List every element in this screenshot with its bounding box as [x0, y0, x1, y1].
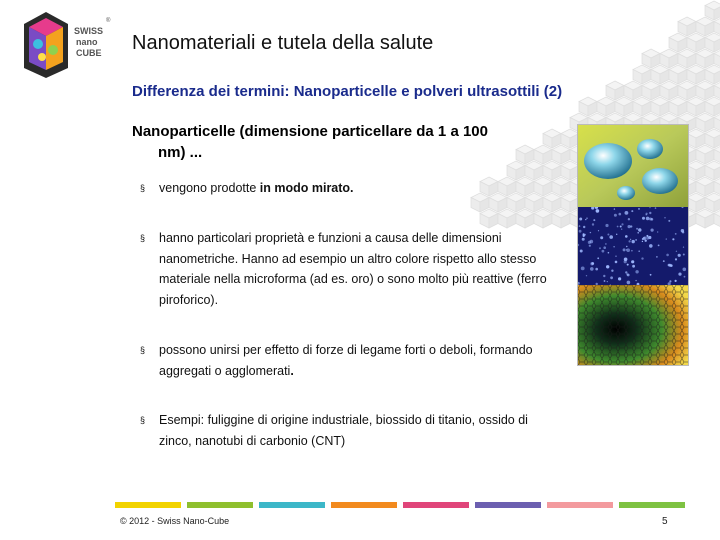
- logo-text-line2: nano: [76, 37, 98, 47]
- lead-line-1: Nanoparticelle (dimensione particellare da 1 a 100: [132, 123, 488, 140]
- bullet-text: hanno particolari proprietà e funzioni a causa delle dimensioni nanometriche. Hanno ad esempio un altro colore rispetto allo stesso materiale nella microforma (ad es. oro) o sono molto più reattive (ferro piroforico).: [159, 231, 547, 307]
- logo-registered-mark: ®: [106, 18, 111, 24]
- nanoparticles-image: [578, 207, 688, 285]
- footer-color-bar: [403, 502, 469, 508]
- footer-color-bar: [619, 502, 685, 508]
- swiss-nano-cube-logo: [20, 10, 112, 80]
- footer-color-bar: [187, 502, 253, 508]
- slide-subtitle: Differenza dei termini: Nanoparticelle e polveri ultrasottili (2): [132, 83, 563, 100]
- footer-color-bar: [259, 502, 325, 508]
- illustration-strip: [577, 124, 689, 366]
- page-number: 5: [662, 516, 668, 527]
- slide-title: Nanomateriali e tutela della salute: [132, 32, 434, 54]
- footer-color-bar: [547, 502, 613, 508]
- bullet-marker: §: [140, 233, 146, 243]
- footer-color-bars: [115, 502, 685, 508]
- bullet-text: Esempi: fuliggine di origine industriale, biossido di titanio, ossido di zinco, nanotubi di carbonio (CNT): [159, 413, 528, 448]
- water-droplets-image: [578, 125, 688, 207]
- bullet-item: [140, 228, 560, 310]
- bullet-item: [140, 178, 560, 199]
- bullet-marker: §: [140, 345, 146, 355]
- bullet-text: vengono prodotte in modo mirato.: [159, 181, 354, 195]
- bullet-item: [140, 410, 560, 451]
- copyright-text: © 2012 - Swiss Nano-Cube: [120, 516, 230, 526]
- footer-color-bar: [331, 502, 397, 508]
- bullet-marker: §: [140, 415, 146, 425]
- footer-color-bar: [475, 502, 541, 508]
- bullet-marker: §: [140, 183, 146, 193]
- logo-text-line3: CUBE: [76, 48, 102, 58]
- bullet-text: possono unirsi per effetto di forze di legame forti o deboli, formando aggregati o agglomerati.: [159, 343, 533, 378]
- lead-paragraph: [132, 121, 572, 163]
- logo-text-line1: SWISS: [74, 26, 104, 36]
- bullet-item: [140, 340, 560, 381]
- lead-line-2: nm) ...: [158, 144, 203, 161]
- footer-color-bar: [115, 502, 181, 508]
- carbon-nanotube-image: [578, 285, 688, 365]
